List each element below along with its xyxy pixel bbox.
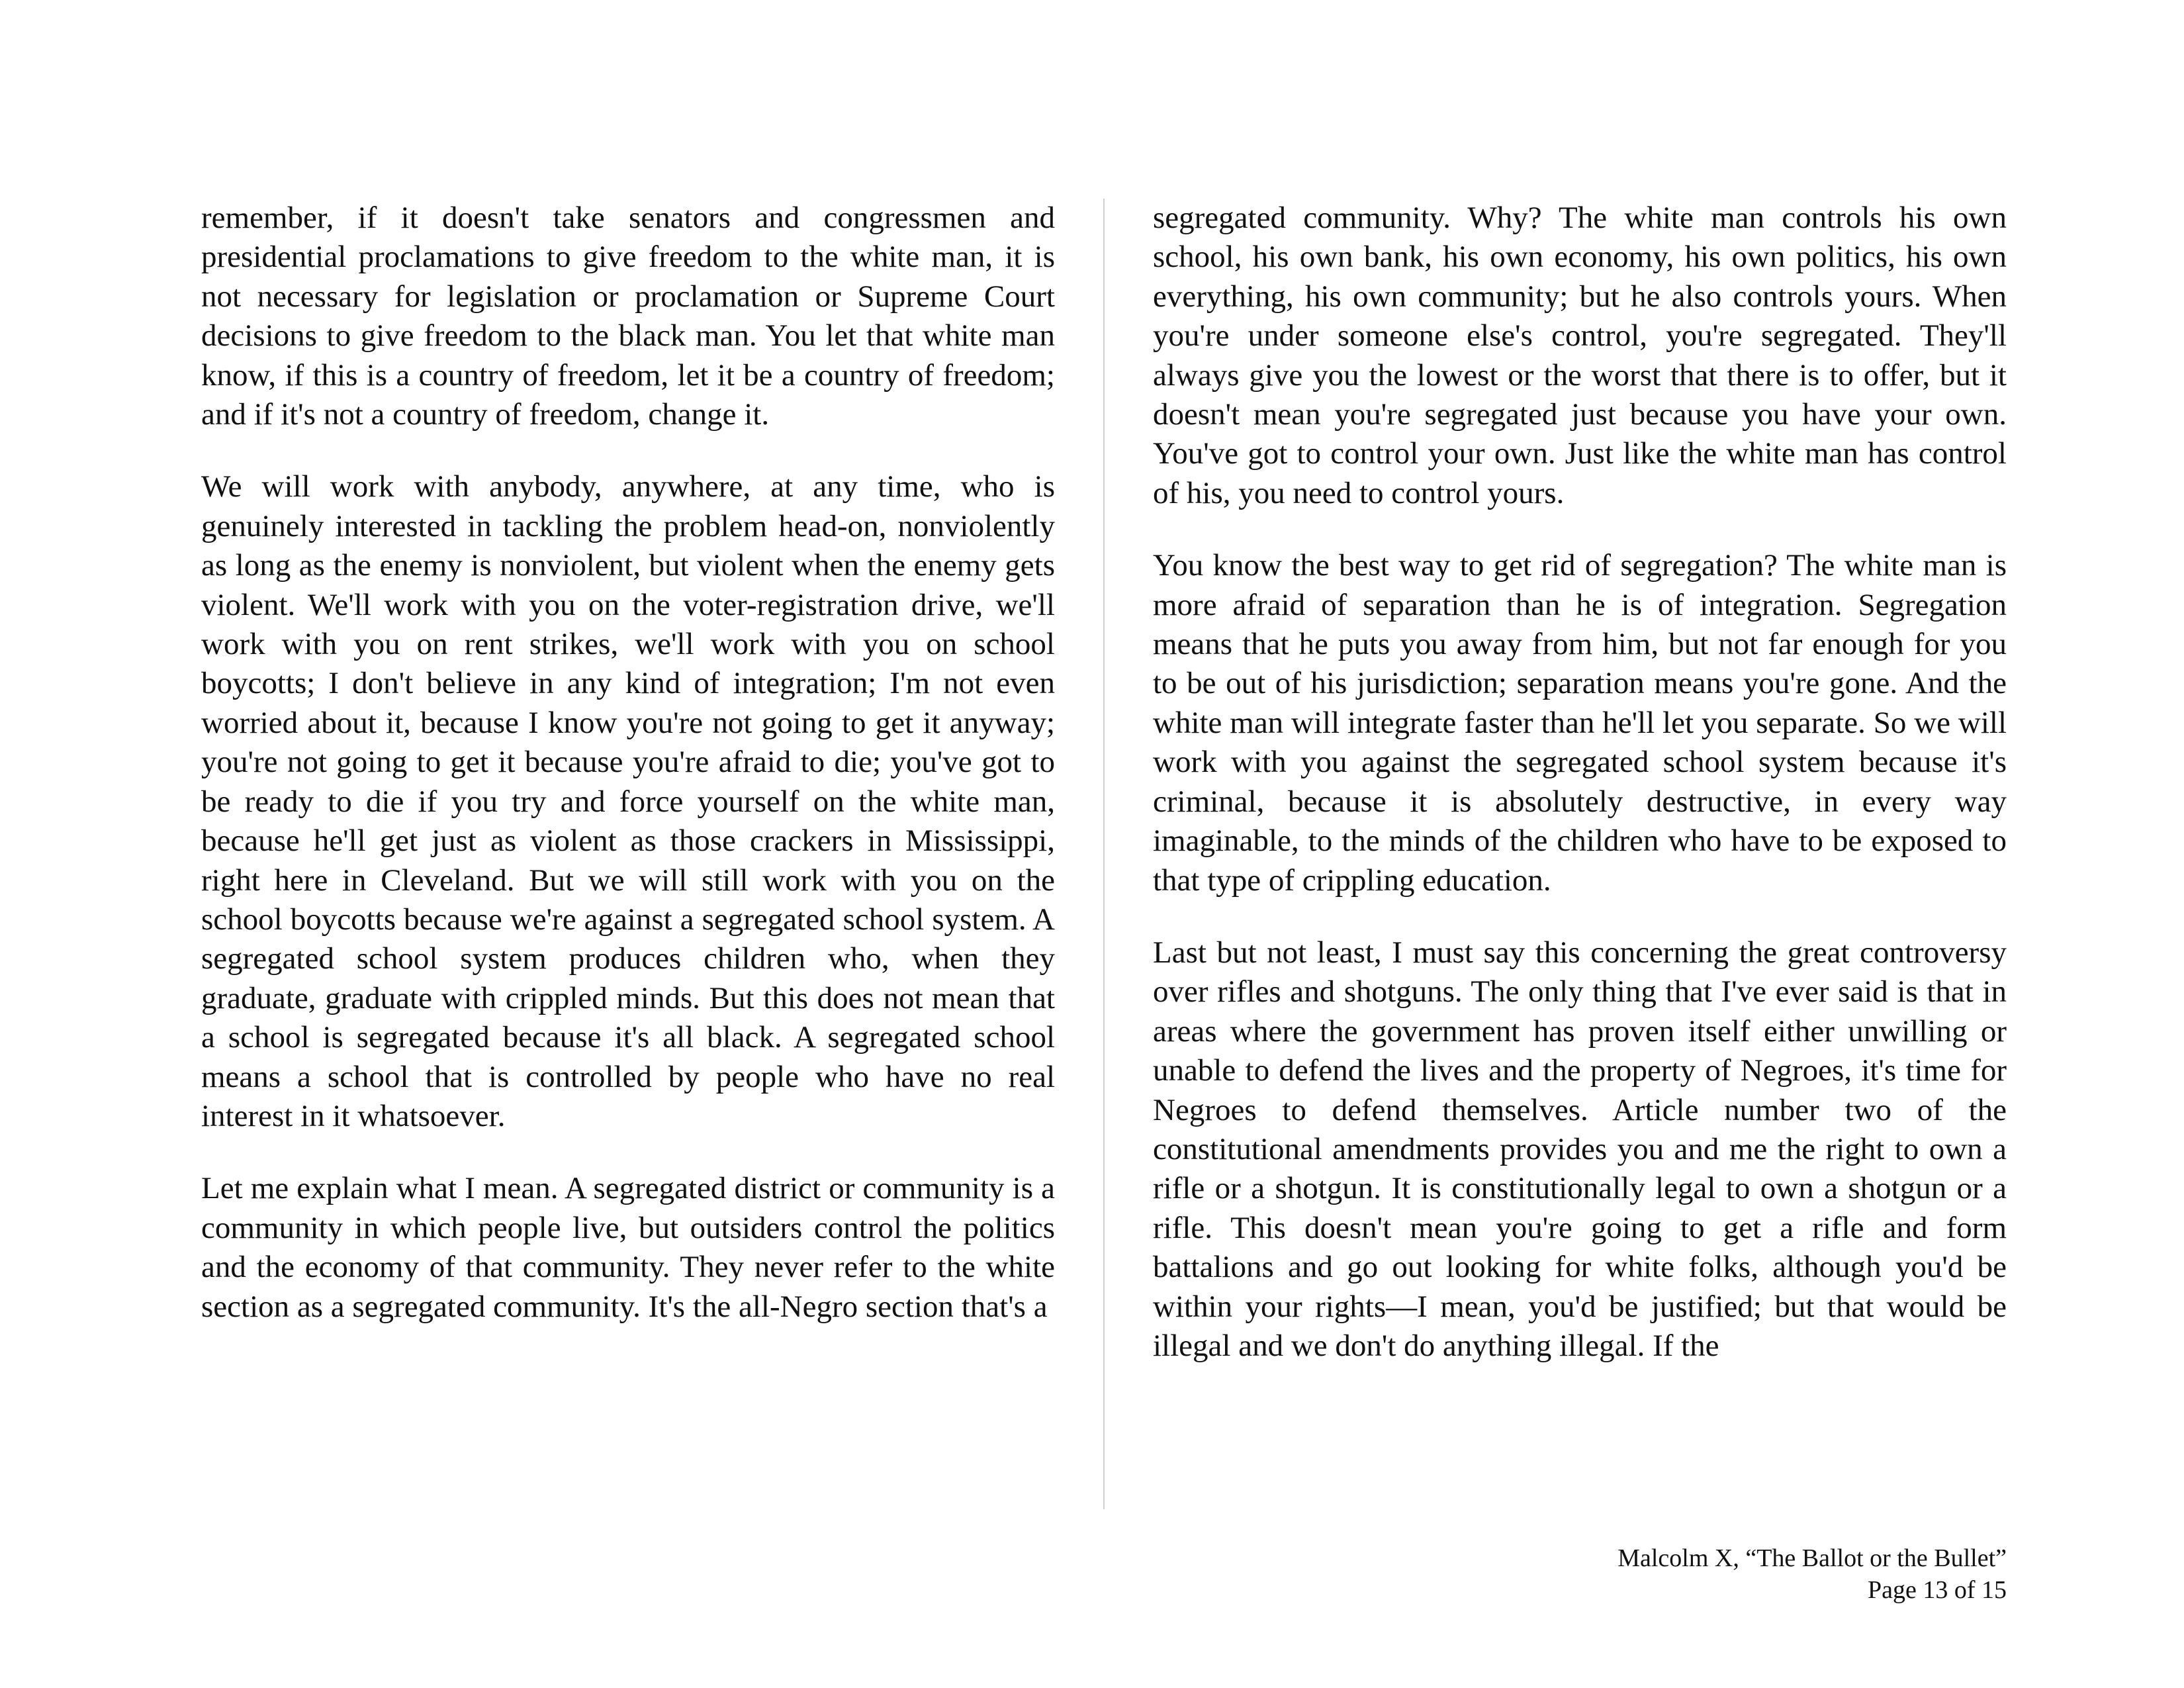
paragraph: We will work with anybody, anywhere, at any time, who is genuinely interested in tackling the problem head-on, nonviolently as long as the enemy is nonviolent, but violent when the enemy gets violent. We'll work with you on the voter-registration drive, we'll work with you on rent strikes, we'll work with you on school boycotts; I don't believe in any kind of integration; I'm not even worried about it, because I know you're not going to get it anyway; you're not going to get it because you're afraid to die; you've got to be ready to die if you try and force yourself on the white man, because he'll get just as violent as those crackers in Mississippi, right here in Cleveland. But we will still work with you on the school boycotts because we're against a segregated school system. A segregated school system produces children who, when they graduate, graduate with crippled minds. But this does not mean that a school is segregated because it's all black. A segregated school means a school that is controlled by people who have no real interest in it whatsoever. [201,469,1055,1133]
paragraph: segregated community. Why? The white man controls his own school, his own bank, his own economy, his own politics, his own everything, his own community; but he also controls yours. When you're under someone else's control, you're segregated. They'll always give you the lowest or the worst that there is to offer, but it doesn't mean you're segregated just because you have your own. You've got to control your own. Just like the white man has control of his, you need to control yours. [1153,201,2007,510]
paragraph: Let me explain what I mean. A segregated district or community is a community in which people live, but outsiders control the politics and the economy of that community. They never refer to the white section as a segregated community. It's the all-Negro section that's a [201,1171,1055,1324]
footer-page-number: Page 13 of 15 [1867,1576,2007,1604]
footer-source: Malcolm X, “The Ballot or the Bullet” [1617,1544,2007,1572]
paragraph: You know the best way to get rid of segregation? The white man is more afraid of separation than he is of integration. Segregation means that he puts you away from him, but not far enough for you to be out of his jurisdiction; separation means you're gone. And the white man will integrate faster than he'll let you separate. So we will work with you against the segregated school system because it's criminal, because it is absolutely destructive, in every way imaginable, to the minds of the children who have to be exposed to that type of crippling education. [1153,548,2007,898]
right-text-column [1153,199,2007,1399]
page-footer [1617,1542,2007,1606]
left-text-column [201,199,1055,1360]
paragraph: Last but not least, I must say this concerning the great controversy over rifles and shotguns. The only thing that I've ever said is that in areas where the government has proven itself either unwilling or unable to defend the lives and the property of Negroes, it's time for Negroes to defend themselves. Article number two of the constitutional amendments provides you and me the right to own a rifle or a shotgun. It is constitutionally legal to own a shotgun or a rifle. This doesn't mean you're going to get a rifle and form battalions and go out looking for white folks, although you'd be within your rights—I mean, you'd be justified; but that would be illegal and we don't do anything illegal. If the [1153,935,2007,1363]
column-divider [1103,199,1105,1509]
paragraph: remember, if it doesn't take senators and congressmen and presidential proclamations to give freedom to the white man, it is not necessary for legislation or proclamation or Supreme Court decisions to give freedom to the black man. You let that white man know, if this is a country of freedom, let it be a country of freedom; and if it's not a country of freedom, change it. [201,201,1055,432]
